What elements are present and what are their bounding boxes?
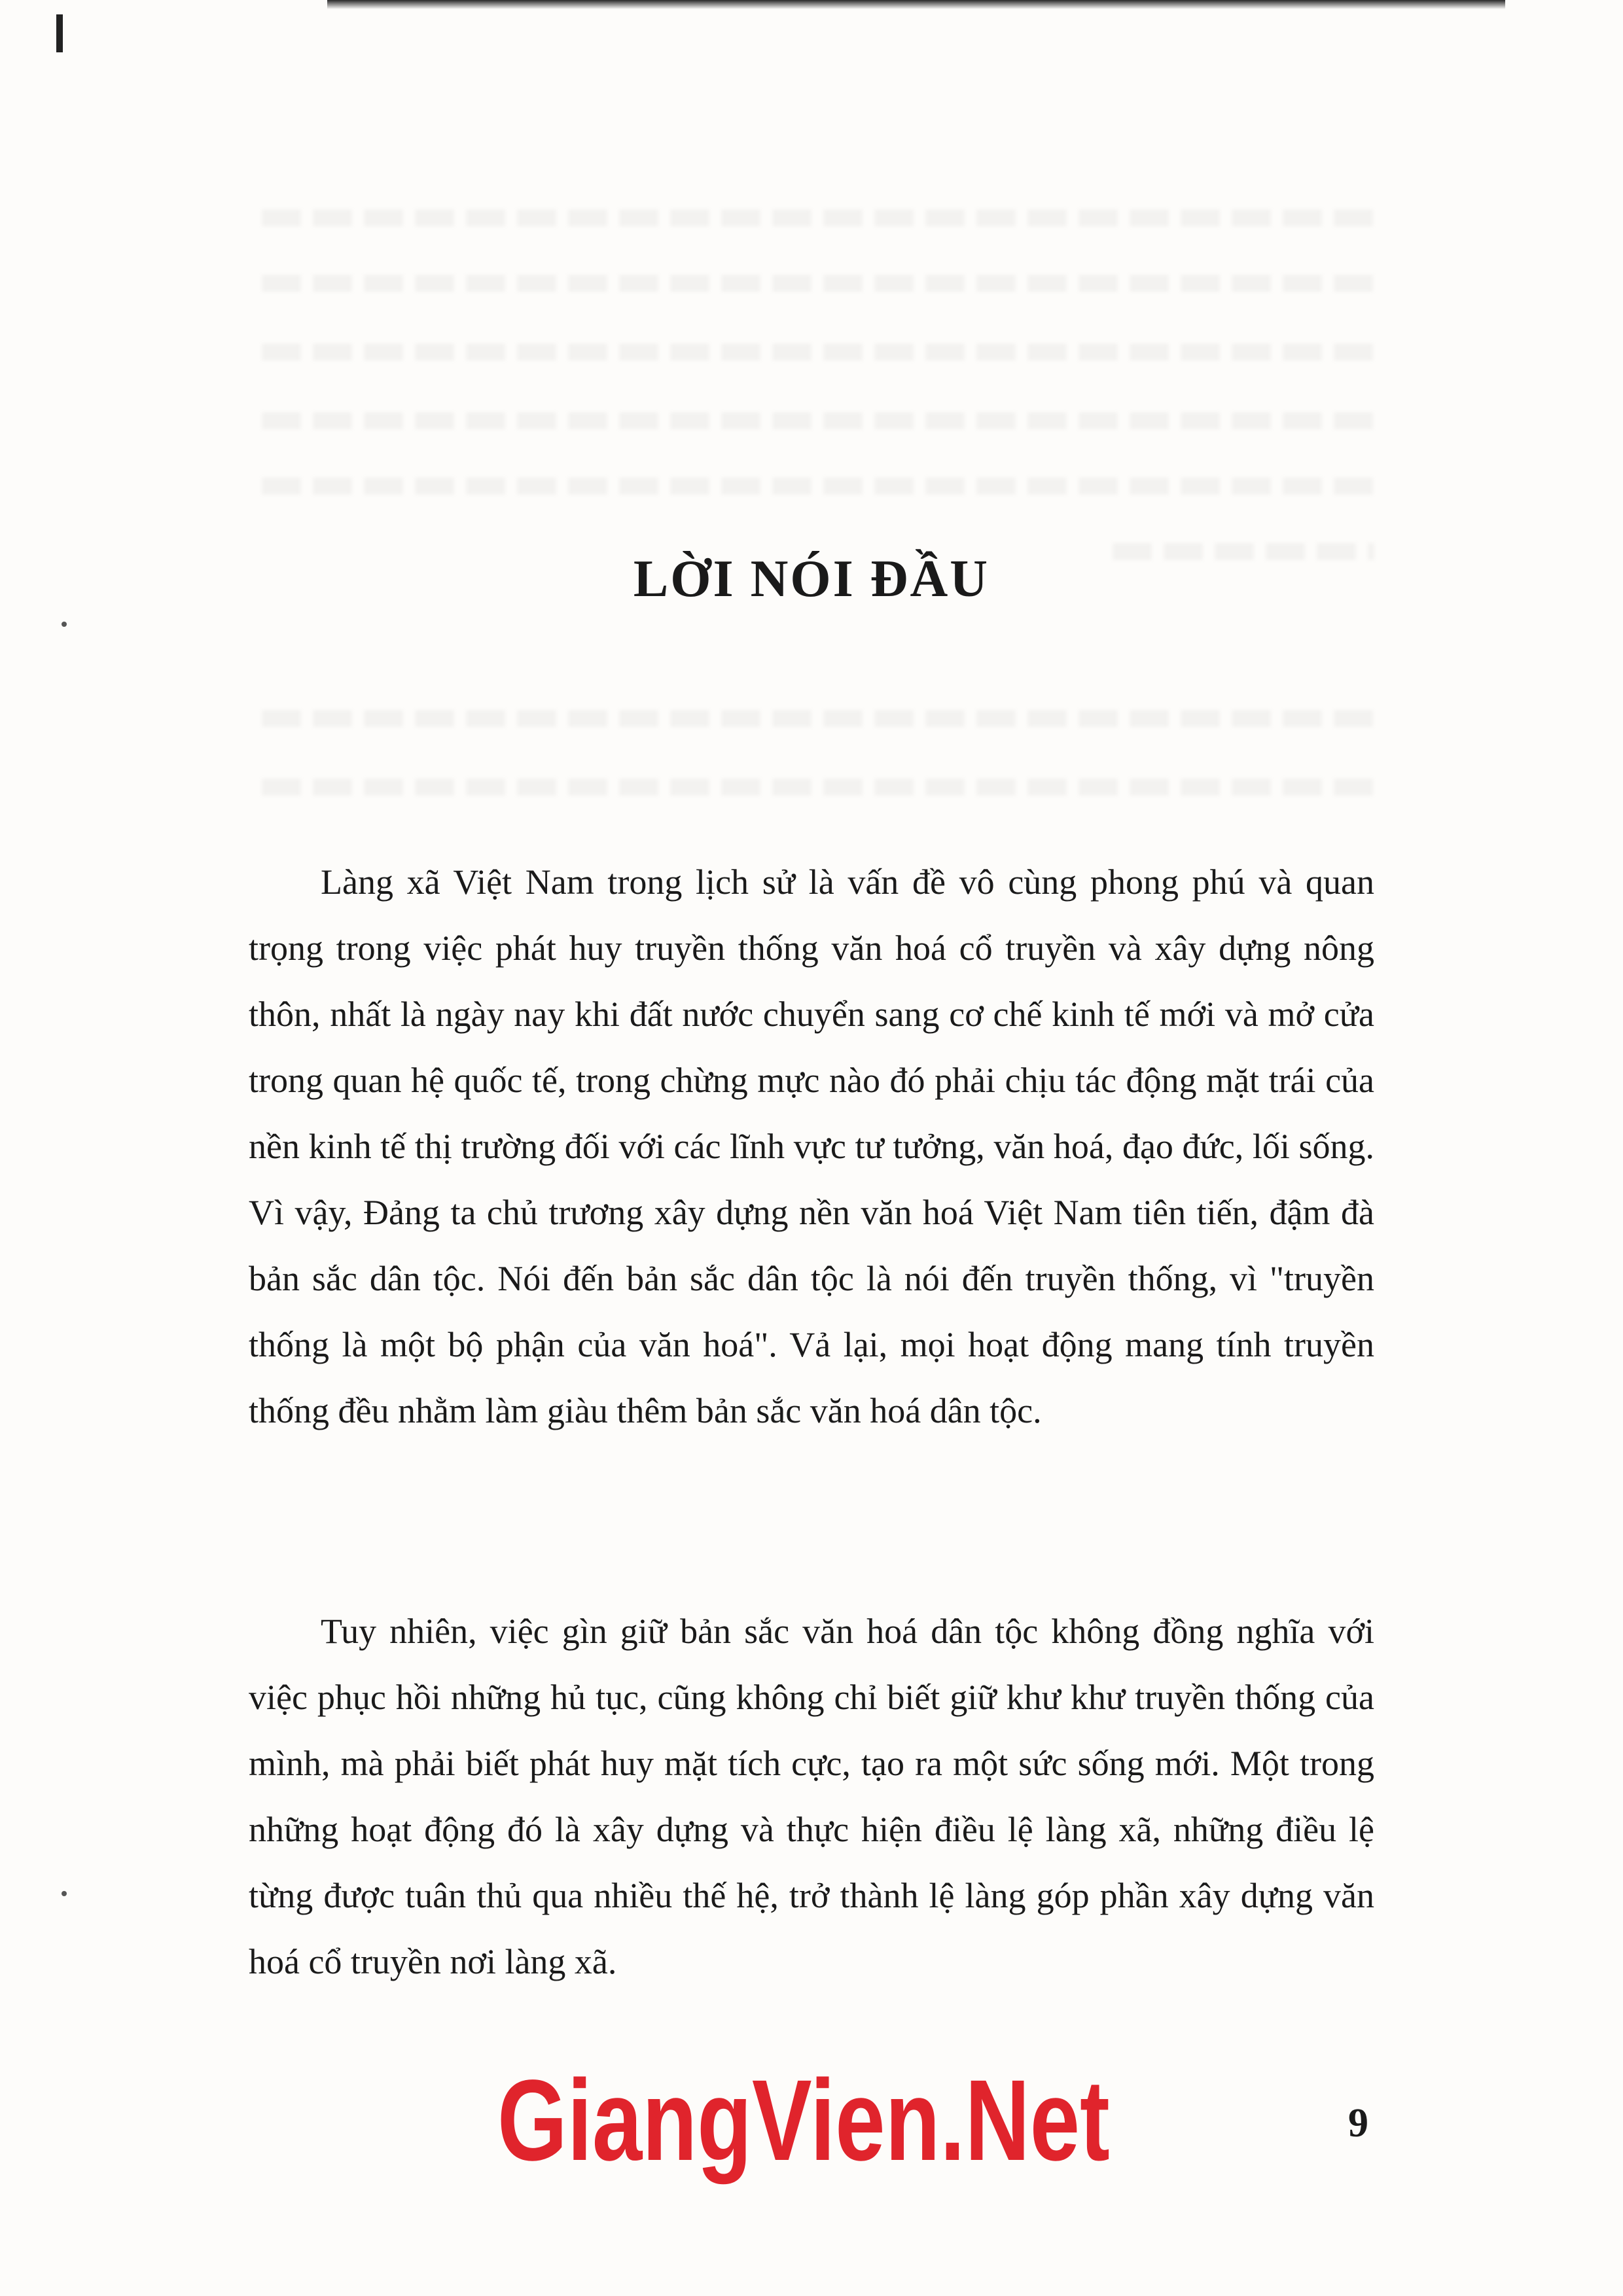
scan-speck (62, 622, 67, 627)
paragraph-2: Tuy nhiên, việc gìn giữ bản sắc văn hoá dân tộc không đồng nghĩa với việc phục hồi những hủ tục, cũng không chỉ biết giữ khư khư truyền thống của mình, mà phải biết phát huy mặt tích cực, tạo ra một sức sống mới. Một trong những hoạt động đó là xây dựng và thực hiện điều lệ làng xã, những điều lệ từng được tuân thủ qua nhiều thế hệ, trở thành lệ làng góp phần xây dựng văn hoá cổ truyền nơi làng xã. (249, 1612, 1374, 1981)
scan-speck (62, 1891, 67, 1896)
scan-top-edge-shadow (327, 0, 1505, 9)
watermark: GiangVien.Net (497, 2057, 1110, 2185)
paragraph-1: Làng xã Việt Nam trong lịch sử là vấn đề vô cùng phong phú và quan trọng trong việc phát huy truyền thống văn hoá cổ truyền và xây dựng nông thôn, nhất là ngày nay khi đất nước chuyển sang cơ chế kinh tế mới và mở cửa trong quan hệ quốc tế, trong chừng mực nào đó phải chịu tác động mặt trái của nền kinh tế thị trường đối với các lĩnh vực tư tưởng, văn hoá, đạo đức, lối sống. Vì vậy, Đảng ta chủ trương xây dựng nền văn hoá Việt Nam tiên tiến, đậm đà bản sắc dân tộc. Nói đến bản sắc dân tộc là nói đến truyền thống, vì "truyền thống là một bộ phận của văn hoá". Vả lại, mọi hoạt động mang tính truyền thống đều nhằm làm giàu thêm bản sắc văn hoá dân tộc. (249, 862, 1374, 1430)
scan-margin-mark (56, 14, 63, 52)
page-title: LỜI NÓI ĐẦU (633, 550, 990, 608)
page-number: 9 (1348, 2101, 1368, 2146)
